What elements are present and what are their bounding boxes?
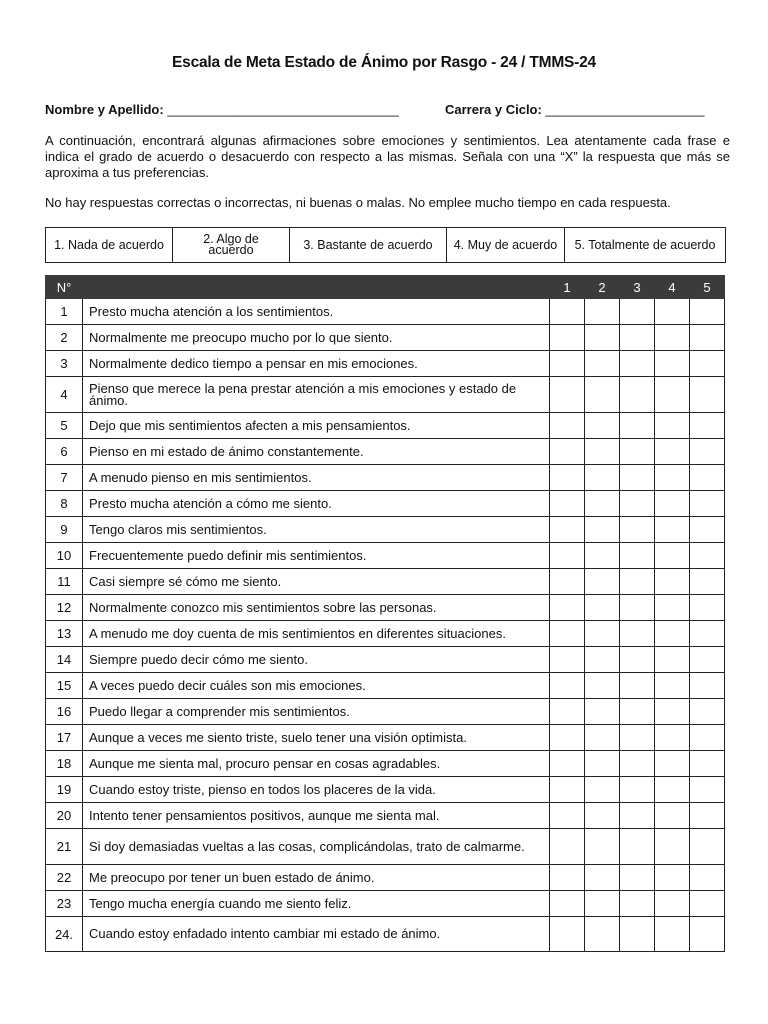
- answer-cell-5[interactable]: [690, 673, 725, 699]
- answer-cell-5[interactable]: [690, 725, 725, 751]
- table-row: [46, 699, 725, 725]
- item-statement: Presto mucha atención a los sentimientos.: [83, 299, 550, 325]
- answer-cell-4[interactable]: [655, 917, 690, 952]
- item-number: 18: [46, 751, 83, 777]
- career-label: Carrera y Ciclo:: [445, 102, 542, 117]
- table-header-row: [46, 276, 725, 299]
- answer-cell-4[interactable]: [655, 377, 690, 413]
- answer-cell-1[interactable]: [550, 595, 585, 621]
- answer-cell-5[interactable]: [690, 829, 725, 865]
- table-row: [46, 751, 725, 777]
- answer-cell-3[interactable]: [620, 751, 655, 777]
- answer-cell-5[interactable]: [690, 377, 725, 413]
- answer-cell-4[interactable]: [655, 351, 690, 377]
- table-row: [46, 413, 725, 439]
- answer-cell-1[interactable]: [550, 439, 585, 465]
- answer-cell-2[interactable]: [585, 491, 620, 517]
- table-row: [46, 325, 725, 351]
- name-label: Nombre y Apellido:: [45, 102, 164, 117]
- header-option-4: 4: [655, 276, 690, 299]
- item-number: 12: [46, 595, 83, 621]
- answer-cell-1[interactable]: [550, 673, 585, 699]
- table-row: [46, 647, 725, 673]
- item-statement: Casi siempre sé cómo me siento.: [83, 569, 550, 595]
- answer-cell-2[interactable]: [585, 621, 620, 647]
- table-row: [46, 725, 725, 751]
- answer-cell-1[interactable]: [550, 891, 585, 917]
- item-number: 1: [46, 299, 83, 325]
- table-row: [46, 621, 725, 647]
- table-row: [46, 569, 725, 595]
- answer-cell-1[interactable]: [550, 325, 585, 351]
- table-row: [46, 865, 725, 891]
- item-statement: Puedo llegar a comprender mis sentimientos.: [83, 699, 550, 725]
- item-number: 23: [46, 891, 83, 917]
- table-row: [46, 543, 725, 569]
- answer-cell-4[interactable]: [655, 543, 690, 569]
- answer-cell-4[interactable]: [655, 751, 690, 777]
- answer-cell-3[interactable]: [620, 377, 655, 413]
- table-row: [46, 377, 725, 413]
- table-row: [46, 595, 725, 621]
- answer-cell-5[interactable]: [690, 351, 725, 377]
- answer-cell-2[interactable]: [585, 325, 620, 351]
- answer-cell-2[interactable]: [585, 829, 620, 865]
- item-number: 3: [46, 351, 83, 377]
- career-input-line[interactable]: ______________________: [545, 102, 705, 117]
- answer-cell-4[interactable]: [655, 891, 690, 917]
- table-row: [46, 917, 725, 952]
- answer-cell-5[interactable]: [690, 917, 725, 952]
- answer-cell-4[interactable]: [655, 777, 690, 803]
- answer-cell-1[interactable]: [550, 865, 585, 891]
- name-input-line[interactable]: ________________________________: [167, 102, 399, 117]
- answer-cell-5[interactable]: [690, 569, 725, 595]
- answer-cell-3[interactable]: [620, 491, 655, 517]
- item-number: 14: [46, 647, 83, 673]
- item-number: 5: [46, 413, 83, 439]
- item-statement: Tengo claros mis sentimientos.: [83, 517, 550, 543]
- answer-cell-4[interactable]: [655, 829, 690, 865]
- table-row: [46, 465, 725, 491]
- answer-cell-1[interactable]: [550, 413, 585, 439]
- answer-cell-2[interactable]: [585, 351, 620, 377]
- answer-cell-5[interactable]: [690, 595, 725, 621]
- answer-cell-2[interactable]: [585, 725, 620, 751]
- answer-cell-1[interactable]: [550, 777, 585, 803]
- answer-cell-3[interactable]: [620, 699, 655, 725]
- item-number: 2: [46, 325, 83, 351]
- item-statement: A veces puedo decir cuáles son mis emociones.: [83, 673, 550, 699]
- answer-cell-2[interactable]: [585, 917, 620, 952]
- name-field[interactable]: [45, 102, 399, 117]
- answer-cell-1[interactable]: [550, 465, 585, 491]
- answer-cell-5[interactable]: [690, 865, 725, 891]
- item-number: 7: [46, 465, 83, 491]
- item-number: 15: [46, 673, 83, 699]
- answer-cell-2[interactable]: [585, 543, 620, 569]
- table-row: [46, 673, 725, 699]
- answer-cell-3[interactable]: [620, 777, 655, 803]
- item-number: 6: [46, 439, 83, 465]
- answer-cell-4[interactable]: [655, 647, 690, 673]
- table-row: [46, 299, 725, 325]
- answer-cell-3[interactable]: [620, 543, 655, 569]
- item-statement: A menudo pienso en mis sentimientos.: [83, 465, 550, 491]
- item-number: 10: [46, 543, 83, 569]
- page-title: Escala de Meta Estado de Ánimo por Rasgo - 24 / TMMS-24: [172, 54, 596, 71]
- item-statement: Aunque me sienta mal, procuro pensar en cosas agradables.: [83, 751, 550, 777]
- answer-cell-5[interactable]: [690, 751, 725, 777]
- item-statement: Si doy demasiadas vueltas a las cosas, complicándolas, trato de calmarme.: [83, 829, 550, 865]
- answer-cell-3[interactable]: [620, 803, 655, 829]
- answer-cell-3[interactable]: [620, 439, 655, 465]
- answer-cell-2[interactable]: [585, 751, 620, 777]
- answer-cell-2[interactable]: [585, 465, 620, 491]
- scale-option-5: 5. Totalmente de acuerdo: [565, 228, 726, 263]
- answer-cell-3[interactable]: [620, 829, 655, 865]
- item-statement: Normalmente me preocupo mucho por lo que siento.: [83, 325, 550, 351]
- answer-cell-2[interactable]: [585, 673, 620, 699]
- answer-cell-3[interactable]: [620, 595, 655, 621]
- item-number: 11: [46, 569, 83, 595]
- answer-cell-1[interactable]: [550, 829, 585, 865]
- answer-cell-4[interactable]: [655, 569, 690, 595]
- answer-cell-1[interactable]: [550, 377, 585, 413]
- answer-cell-4[interactable]: [655, 865, 690, 891]
- answer-cell-3[interactable]: [620, 517, 655, 543]
- item-statement: Cuando estoy triste, pienso en todos los placeres de la vida.: [83, 777, 550, 803]
- answer-cell-4[interactable]: [655, 673, 690, 699]
- answer-cell-3[interactable]: [620, 413, 655, 439]
- item-number: 16: [46, 699, 83, 725]
- answer-cell-5[interactable]: [690, 777, 725, 803]
- answer-cell-3[interactable]: [620, 569, 655, 595]
- answer-cell-2[interactable]: [585, 377, 620, 413]
- answer-cell-2[interactable]: [585, 777, 620, 803]
- answer-cell-1[interactable]: [550, 517, 585, 543]
- answer-cell-2[interactable]: [585, 413, 620, 439]
- header-number: N°: [46, 276, 83, 299]
- answer-cell-5[interactable]: [690, 891, 725, 917]
- answer-cell-3[interactable]: [620, 299, 655, 325]
- answer-cell-3[interactable]: [620, 325, 655, 351]
- answer-cell-5[interactable]: [690, 699, 725, 725]
- item-number: 21: [46, 829, 83, 865]
- item-statement: Frecuentemente puedo definir mis sentimientos.: [83, 543, 550, 569]
- answer-cell-5[interactable]: [690, 439, 725, 465]
- answer-cell-1[interactable]: [550, 351, 585, 377]
- answer-cell-5[interactable]: [690, 803, 725, 829]
- header-option-3: 3: [620, 276, 655, 299]
- scale-option-2: 2. Algo de acuerdo: [173, 228, 290, 263]
- item-number: 13: [46, 621, 83, 647]
- answer-cell-1[interactable]: [550, 569, 585, 595]
- answer-cell-2[interactable]: [585, 647, 620, 673]
- answer-cell-2[interactable]: [585, 865, 620, 891]
- item-number: 22: [46, 865, 83, 891]
- answer-cell-3[interactable]: [620, 647, 655, 673]
- item-statement: Aunque a veces me siento triste, suelo tener una visión optimista.: [83, 725, 550, 751]
- answer-cell-1[interactable]: [550, 803, 585, 829]
- item-statement: Pienso que merece la pena prestar atención a mis emociones y estado de ánimo.: [83, 377, 550, 413]
- response-scale: [45, 227, 726, 263]
- answer-cell-2[interactable]: [585, 569, 620, 595]
- item-statement: A menudo me doy cuenta de mis sentimientos en diferentes situaciones.: [83, 621, 550, 647]
- answer-cell-5[interactable]: [690, 647, 725, 673]
- item-statement: Dejo que mis sentimientos afecten a mis pensamientos.: [83, 413, 550, 439]
- item-statement: Siempre puedo decir cómo me siento.: [83, 647, 550, 673]
- answer-cell-3[interactable]: [620, 673, 655, 699]
- table-row: [46, 891, 725, 917]
- answer-cell-4[interactable]: [655, 803, 690, 829]
- item-number: 4: [46, 377, 83, 413]
- answer-cell-1[interactable]: [550, 725, 585, 751]
- header-statement: [83, 276, 550, 299]
- item-statement: Intento tener pensamientos positivos, aunque me sienta mal.: [83, 803, 550, 829]
- answer-cell-4[interactable]: [655, 595, 690, 621]
- table-row: [46, 439, 725, 465]
- answer-cell-3[interactable]: [620, 725, 655, 751]
- item-statement: Normalmente conozco mis sentimientos sobre las personas.: [83, 595, 550, 621]
- item-number: 20: [46, 803, 83, 829]
- header-option-5: 5: [690, 276, 725, 299]
- answer-cell-4[interactable]: [655, 699, 690, 725]
- table-row: [46, 351, 725, 377]
- answer-cell-1[interactable]: [550, 917, 585, 952]
- answer-cell-1[interactable]: [550, 543, 585, 569]
- instructions: A continuación, encontrará algunas afirmaciones sobre emociones y sentimientos. Lea atentamente cada frase e indica el grado de acuerdo o desacuerdo con respecto a las mismas. Señala con una “X” la respuesta que más se aproxima a tus preferencias.: [45, 133, 730, 180]
- answer-cell-5[interactable]: [690, 299, 725, 325]
- scale-option-1: 1. Nada de acuerdo: [46, 228, 173, 263]
- answer-cell-3[interactable]: [620, 891, 655, 917]
- scale-option-4: 4. Muy de acuerdo: [447, 228, 565, 263]
- answer-cell-5[interactable]: [690, 543, 725, 569]
- answer-cell-4[interactable]: [655, 725, 690, 751]
- item-number: 9: [46, 517, 83, 543]
- answer-cell-2[interactable]: [585, 517, 620, 543]
- item-number: 24.: [46, 917, 83, 952]
- answer-cell-1[interactable]: [550, 699, 585, 725]
- answer-cell-5[interactable]: [690, 413, 725, 439]
- item-statement: Cuando estoy enfadado intento cambiar mi estado de ánimo.: [83, 917, 550, 952]
- answer-cell-3[interactable]: [620, 917, 655, 952]
- scale-option-3: 3. Bastante de acuerdo: [290, 228, 447, 263]
- item-number: 8: [46, 491, 83, 517]
- item-statement: Me preocupo por tener un buen estado de ánimo.: [83, 865, 550, 891]
- item-statement: Pienso en mi estado de ánimo constantemente.: [83, 439, 550, 465]
- answer-cell-1[interactable]: [550, 491, 585, 517]
- answer-cell-2[interactable]: [585, 595, 620, 621]
- answer-cell-1[interactable]: [550, 299, 585, 325]
- answer-cell-4[interactable]: [655, 413, 690, 439]
- item-number: 19: [46, 777, 83, 803]
- item-statement: Normalmente dedico tiempo a pensar en mis emociones.: [83, 351, 550, 377]
- answer-cell-2[interactable]: [585, 803, 620, 829]
- answer-cell-5[interactable]: [690, 621, 725, 647]
- header-option-1: 1: [550, 276, 585, 299]
- answer-cell-4[interactable]: [655, 465, 690, 491]
- answer-cell-4[interactable]: [655, 439, 690, 465]
- answer-cell-1[interactable]: [550, 621, 585, 647]
- answer-cell-3[interactable]: [620, 865, 655, 891]
- answer-cell-4[interactable]: [655, 325, 690, 351]
- item-statement: Presto mucha atención a cómo me siento.: [83, 491, 550, 517]
- answer-cell-2[interactable]: [585, 891, 620, 917]
- header-option-2: 2: [585, 276, 620, 299]
- table-row: [46, 803, 725, 829]
- career-field[interactable]: [445, 102, 705, 117]
- table-row: [46, 777, 725, 803]
- item-number: 17: [46, 725, 83, 751]
- answer-cell-3[interactable]: [620, 465, 655, 491]
- answer-cell-1[interactable]: [550, 647, 585, 673]
- answer-cell-2[interactable]: [585, 299, 620, 325]
- table-row: [46, 517, 725, 543]
- table-row: [46, 829, 725, 865]
- answer-cell-5[interactable]: [690, 465, 725, 491]
- answer-cell-4[interactable]: [655, 491, 690, 517]
- answer-cell-4[interactable]: [655, 517, 690, 543]
- answer-cell-3[interactable]: [620, 351, 655, 377]
- answer-cell-2[interactable]: [585, 439, 620, 465]
- instructions-note: No hay respuestas correctas o incorrectas, ni buenas o malas. No emplee mucho tiempo en cada respuesta.: [45, 195, 671, 210]
- answer-cell-1[interactable]: [550, 751, 585, 777]
- answer-cell-2[interactable]: [585, 699, 620, 725]
- answer-cell-4[interactable]: [655, 299, 690, 325]
- questionnaire-table: [45, 275, 725, 952]
- answer-cell-4[interactable]: [655, 621, 690, 647]
- table-row: [46, 491, 725, 517]
- answer-cell-5[interactable]: [690, 517, 725, 543]
- item-statement: Tengo mucha energía cuando me siento feliz.: [83, 891, 550, 917]
- answer-cell-5[interactable]: [690, 491, 725, 517]
- answer-cell-3[interactable]: [620, 621, 655, 647]
- answer-cell-5[interactable]: [690, 325, 725, 351]
